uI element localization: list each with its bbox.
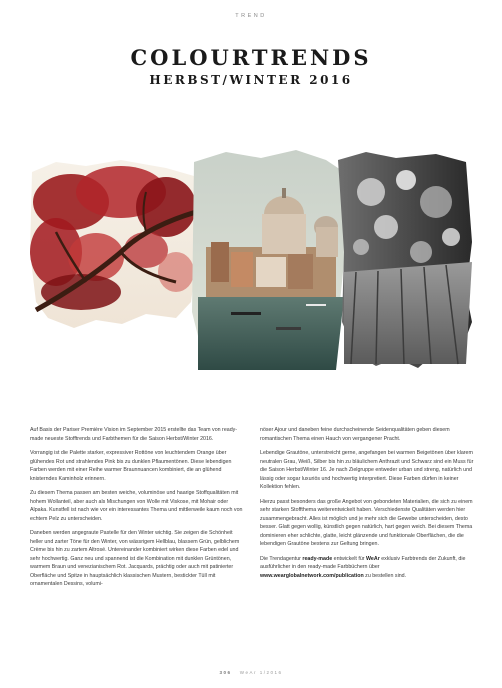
issue-label: WeAr 1/2016 (239, 670, 283, 675)
publication-link[interactable]: www.wearglobalnetwork.com/publication (260, 572, 364, 579)
credit-text: Die Trendagentur (260, 555, 303, 562)
agency-name: ready-made (302, 555, 333, 562)
venice-image (192, 150, 346, 370)
credit-text: exklusiv Farbtrends der Zukunft, die ausführlicher in den ready-made Farbbüchern über (260, 555, 466, 570)
article-paragraph: Daneben werden angegraute Pastelle für den Winter wichtig. Sie zeigen die Schönheit heller und zarter Töne für den Winter, von wässrigem Hellblau, blassem Grün, gelblichem Crème bis hin zu zartem Altrosé. Untereinander kombiniert wirken diese Farben edel und sehr hochwertig. Ganz neu und spannend ist die Kombination mit dunklen Grüntönen, warmem Braun und venezianischem Rot. Jacquards, prächtig oder auch mit patinierter Oberfläche und Spitze in hauptsächlich klassischen Mustern, bestickter Tüll mit ornamentalen Dessins, volumi- (30, 530, 240, 587)
article-paragraph: Auf Basis der Pariser Première Vision im September 2015 erstellte das Team von ready-made neueste Stofftrends und Farbthemen für die Saison Herbst/Winter 2016. (30, 427, 238, 442)
page-subtitle: HERBST/WINTER 2016 (149, 73, 353, 87)
trend-photo-collage (26, 132, 476, 372)
page-footer (0, 670, 502, 675)
article-column-right (260, 426, 476, 586)
article-paragraph: Zu diesem Thema passen am besten weiche, voluminöse und haarige Stoffqualitäten mit hohem Wollanteil, aber auch als Mischungen von Wolle mit Viskose, mit Mohair oder Alpaka. Kunstfell ist nach wie vor ein interessantes Thema und mittlerweile kaum noch von echtem Pelz zu unterscheiden. (30, 490, 243, 522)
credit-text: zu bestellen sind. (363, 572, 407, 579)
article-paragraph: nöser Ajour und daneben feine durchscheinende Seidenqualitäten geben diesem romantischen Thema einen Hauch von vergangener Pracht. (260, 427, 450, 442)
article-column-left (30, 426, 246, 595)
red-tree-image (30, 160, 198, 328)
section-label: TREND (235, 13, 267, 19)
page-number: 306 (219, 670, 232, 675)
credit-text: entwickelt für (332, 555, 367, 562)
article-paragraph: Vorrangig ist die Palette starker, expressiver Rottöne von leuchtendem Orange über glühendes Rot und strahlendes Pink bis zu dunklen Pflaumentönen. Diese lebendigen Farben werden mit einer Reihe warmer Braunnuancen kombiniert, die an glühend knisterndes Kaminholz erinnern. (30, 450, 232, 482)
article-paragraph: Hierzu passt besonders das große Angebot von gebondeten Materialien, die sich zu einem sehr starken Stoffthema weiterentwickelt haben. Verschiedenste Qualitäten werden hier zusammengebracht. Alles ist möglich und je mehr sich die Gewebe unterscheiden, desto besser. Glatt gegen wollig, künstlich gegen natürlich, hart gegen weich. Bei diesem Thema dominieren eher schlichte, glatte, leicht glänzende und funktionale Oberflächen, die die lebendigen Grautöne bestens zur Geltung bringen. (260, 498, 473, 547)
article-credit-paragraph (260, 555, 476, 581)
page-title: COLOURTRENDS (130, 45, 372, 70)
article-paragraph: Lebendige Grautöne, unterstreicht gerne, angefangen bei warmen Beigetönen über klarem neutralen Grau, Weiß, Silber bis hin zu bläulichem Anthrazit und Schwarz sind ein Muss für die Saison Herbst/Winter 16. Je nach Zielgruppe entweder urban und streng, natürlich und lässig oder sogar luxuriös und hochwertig interpretiert. Diese Farben dürfen in keiner Kollektion fehlen. (260, 450, 474, 490)
magazine-name: WeAr (366, 555, 380, 562)
grey-bokeh-deck-image (338, 152, 472, 368)
